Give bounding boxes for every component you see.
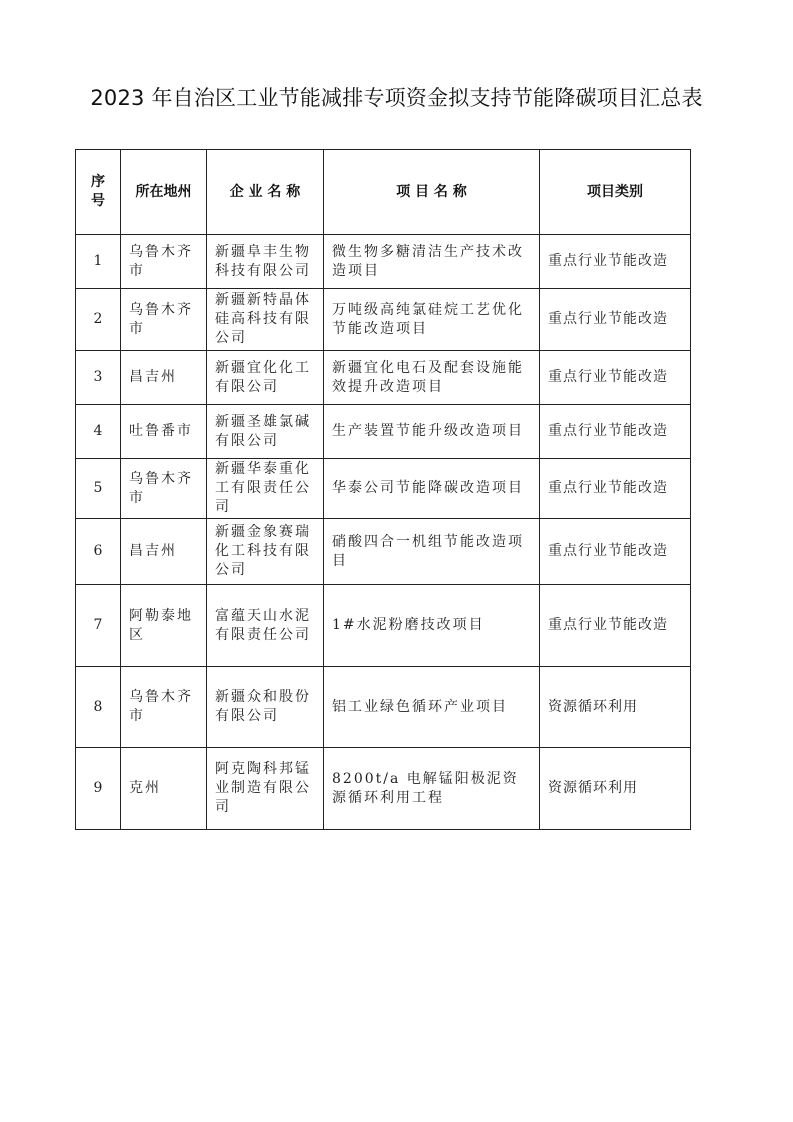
cell-company: 新疆阜丰生物科技有限公司 [207,235,324,289]
cell-category: 重点行业节能改造 [540,405,691,459]
cell-company: 新疆宜化化工有限公司 [207,351,324,405]
page-title: 2023 年自治区工业节能减排专项资金拟支持节能降碳项目汇总表 [90,86,703,110]
header-seq: 序 号 [76,150,121,235]
header-category: 项目类别 [540,150,691,235]
cell-category: 重点行业节能改造 [540,289,691,351]
cell-region: 昌吉州 [121,519,207,585]
table-row [76,519,691,585]
cell-region: 阿勒泰地区 [121,585,207,667]
cell-seq: 1 [76,235,121,289]
cell-seq: 6 [76,519,121,585]
header-region: 所在地州 [121,150,207,235]
cell-company: 新疆新特晶体硅高科技有限公司 [207,289,324,351]
cell-region: 乌鲁木齐市 [121,235,207,289]
cell-project: 微生物多糖清洁生产技术改造项目 [324,235,540,289]
table-row [76,235,691,289]
cell-region: 乌鲁木齐市 [121,459,207,519]
header-project: 项 目 名 称 [324,150,540,235]
cell-seq: 8 [76,667,121,748]
table-row [76,405,691,459]
cell-category: 重点行业节能改造 [540,459,691,519]
cell-category: 资源循环利用 [540,667,691,748]
cell-company: 新疆金象赛瑞化工科技有限公司 [207,519,324,585]
cell-region: 昌吉州 [121,351,207,405]
cell-region: 克州 [121,748,207,830]
cell-category: 重点行业节能改造 [540,351,691,405]
cell-category: 资源循环利用 [540,748,691,830]
cell-company: 阿克陶科邦锰业制造有限公司 [207,748,324,830]
cell-seq: 3 [76,351,121,405]
table-row [76,667,691,748]
table-row [76,748,691,830]
cell-project: 1#水泥粉磨技改项目 [324,585,540,667]
table-row [76,459,691,519]
cell-seq: 4 [76,405,121,459]
cell-company: 新疆华泰重化工有限责任公司 [207,459,324,519]
cell-company: 新疆众和股份有限公司 [207,667,324,748]
table-row [76,289,691,351]
table-row [76,351,691,405]
cell-project: 生产装置节能升级改造项目 [324,405,540,459]
cell-project: 万吨级高纯氯硅烷工艺优化节能改造项目 [324,289,540,351]
cell-region: 乌鲁木齐市 [121,289,207,351]
cell-category: 重点行业节能改造 [540,235,691,289]
cell-category: 重点行业节能改造 [540,585,691,667]
cell-seq: 9 [76,748,121,830]
cell-project: 8200t/a 电解锰阳极泥资源循环利用工程 [324,748,540,830]
cell-company: 新疆圣雄氯碱有限公司 [207,405,324,459]
cell-project: 硝酸四合一机组节能改造项目 [324,519,540,585]
cell-region: 乌鲁木齐市 [121,667,207,748]
cell-project: 华泰公司节能降碳改造项目 [324,459,540,519]
project-summary-table [75,149,691,830]
cell-seq: 7 [76,585,121,667]
table-row [76,585,691,667]
cell-category: 重点行业节能改造 [540,519,691,585]
cell-project: 新疆宜化电石及配套设施能效提升改造项目 [324,351,540,405]
cell-company: 富蕴天山水泥有限责任公司 [207,585,324,667]
cell-region: 吐鲁番市 [121,405,207,459]
cell-seq: 5 [76,459,121,519]
table-header-row [76,150,691,235]
header-company: 企 业 名 称 [207,150,324,235]
cell-seq: 2 [76,289,121,351]
cell-project: 铝工业绿色循环产业项目 [324,667,540,748]
